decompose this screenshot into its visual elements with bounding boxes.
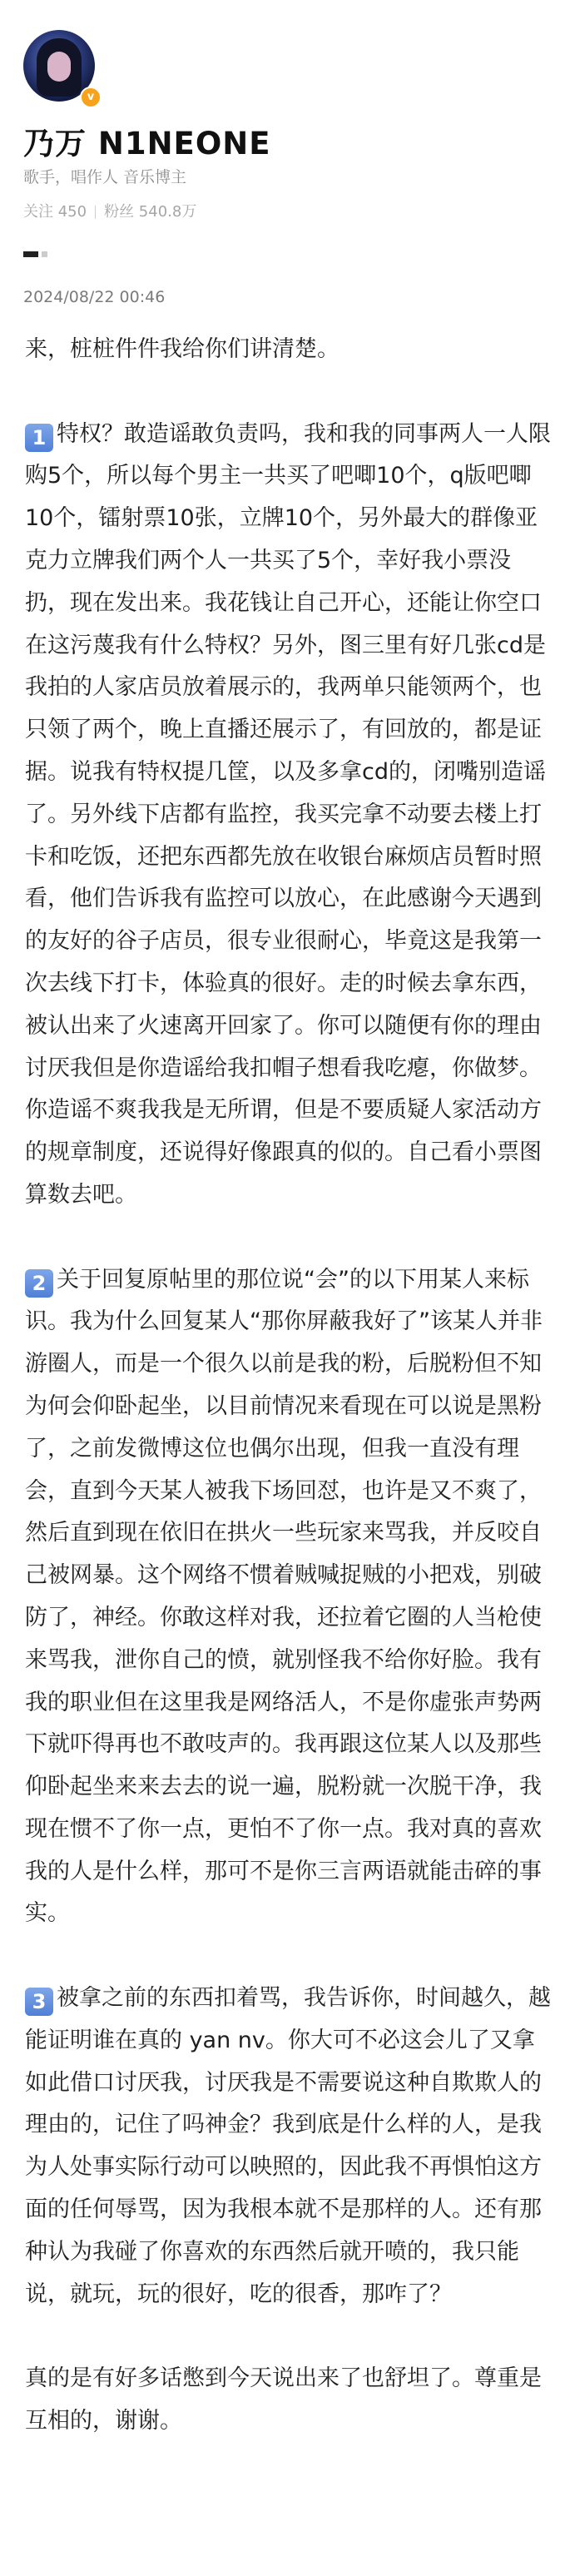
stats-divider [95, 206, 96, 219]
post-section-1 [25, 414, 551, 1217]
followers-count[interactable]: 粉丝 540.8万 [104, 203, 197, 221]
number-1-emoji-icon: 1 [25, 424, 53, 452]
page-indicator-inactive [42, 251, 47, 257]
page-indicator-active [23, 251, 38, 257]
post-intro: 来，桩桩件件我给你们讲清楚。 [25, 336, 339, 362]
number-2-emoji-icon: 2 [25, 1269, 53, 1298]
paragraph-gap [25, 1217, 551, 1259]
post-section-text: 关于回复原帖里的那位说“会”的以下用某人来标识。我为什么回复某人“那你屏蔽我好了”该某人并非游圈人，而是一个很久以前是我的粉，后脱粉但不知为何会仰卧起坐，以目前情况来看现在可以说是黑粉了，之前发微博这位也偶尔出现，但我一直没有理会，直到今天某人被我下场回怼，也许是又不爽了，然后直到现在依旧在拱火一些玩家来骂我，并反咬自己被网暴。这个网络不惯着贼喊捉贼的小把戏，别破防了，神经。你敢这样对我，还拉着它圈的人当枪使来骂我，泄你自己的愤，就别怪我不给你好脸。我有我的职业但在这里我是网络活人，不是你虚张声势两下就吓得再也不敢吱声的。我再跟这位某人以及那些仰卧起坐来来去去的说一遍，脱粉就一次脱干净，我现在惯不了你一点，更怕不了你一点。我对真的喜欢我的人是什么样，那可不是你三言两语就能击碎的事实。 [25, 1266, 543, 1927]
profile-bio: 歌手，唱作人 音乐博主 [23, 168, 187, 186]
post-timestamp: 2024/08/22 00:46 [23, 288, 166, 306]
paragraph-gap [25, 1935, 551, 1978]
paragraph-gap [25, 371, 551, 414]
post-section-3 [25, 1978, 551, 2315]
post-body [25, 329, 551, 2443]
post-closing: 真的是有好多话憋到今天说出来了也舒坦了。尊重是互相的，谢谢。 [25, 2365, 542, 2435]
profile-name[interactable]: 乃万 N1NEONE [23, 126, 271, 161]
following-count[interactable]: 关注 450 [23, 203, 87, 221]
post-section-text: 特权？敢造谣敢负责吗，我和我的同事两人一人限购5个，所以每个男主一共买了吧唧10个，q版吧唧10个，镭射票10张，立牌10个，另外最大的群像亚克力立牌我们两个人一共买了5个，幸好我小票没扔，现在发出来。我花钱让自己开心，还能让你空口在这污蔑我有什么特权？另外，图三里有好几张cd是我拍的人家店员放着展示的，我两单只能领两个，也只领了两个，晚上直播还展示了，有回放的，都是证据。说我有特权提几筐，以及多拿cd的，闭嘴别造谣了。另外线下店都有监控，我买完拿不动要去楼上打卡和吃饭，还把东西都先放在收银台麻烦店员暂时照看，他们告诉我有监控可以放心，在此感谢今天遇到的友好的谷子店员，很专业很耐心，毕竟这是我第一次去线下打卡，体验真的很好。走的时候去拿东西，被认出来了火速离开回家了。你可以随便有你的理由讨厌我但是你造谣给我扣帽子想看我吃瘪，你做梦。你造谣不爽我我是无所谓，但是不要质疑人家活动方的规章制度，还说得好像跟真的似的。自己看小票图算数去吧。 [25, 420, 551, 1208]
verified-badge-icon: v [80, 87, 102, 108]
post-section-text: 被拿之前的东西扣着骂，我告诉你，时间越久，越能证明谁在真的 yan nv。你大可不必这会儿了又拿如此借口讨厌我，讨厌我是不需要说这种自欺欺人的理由的，记住了吗神金？我到底是什么样的人，是我为人处事实际行动可以映照的，因此我不再惧怕这方面的任何辱骂，因为我根本就不是那样的人。还有那种认为我碰了你喜欢的东西然后就开喷的，我只能说，就玩，玩的很好，吃的很香，那咋了？ [25, 1985, 551, 2307]
avatar-face [47, 52, 71, 82]
number-3-emoji-icon: 3 [25, 1988, 53, 2016]
profile-stats [23, 200, 196, 221]
post-section-2 [25, 1259, 551, 1936]
paragraph-gap [25, 2315, 551, 2358]
